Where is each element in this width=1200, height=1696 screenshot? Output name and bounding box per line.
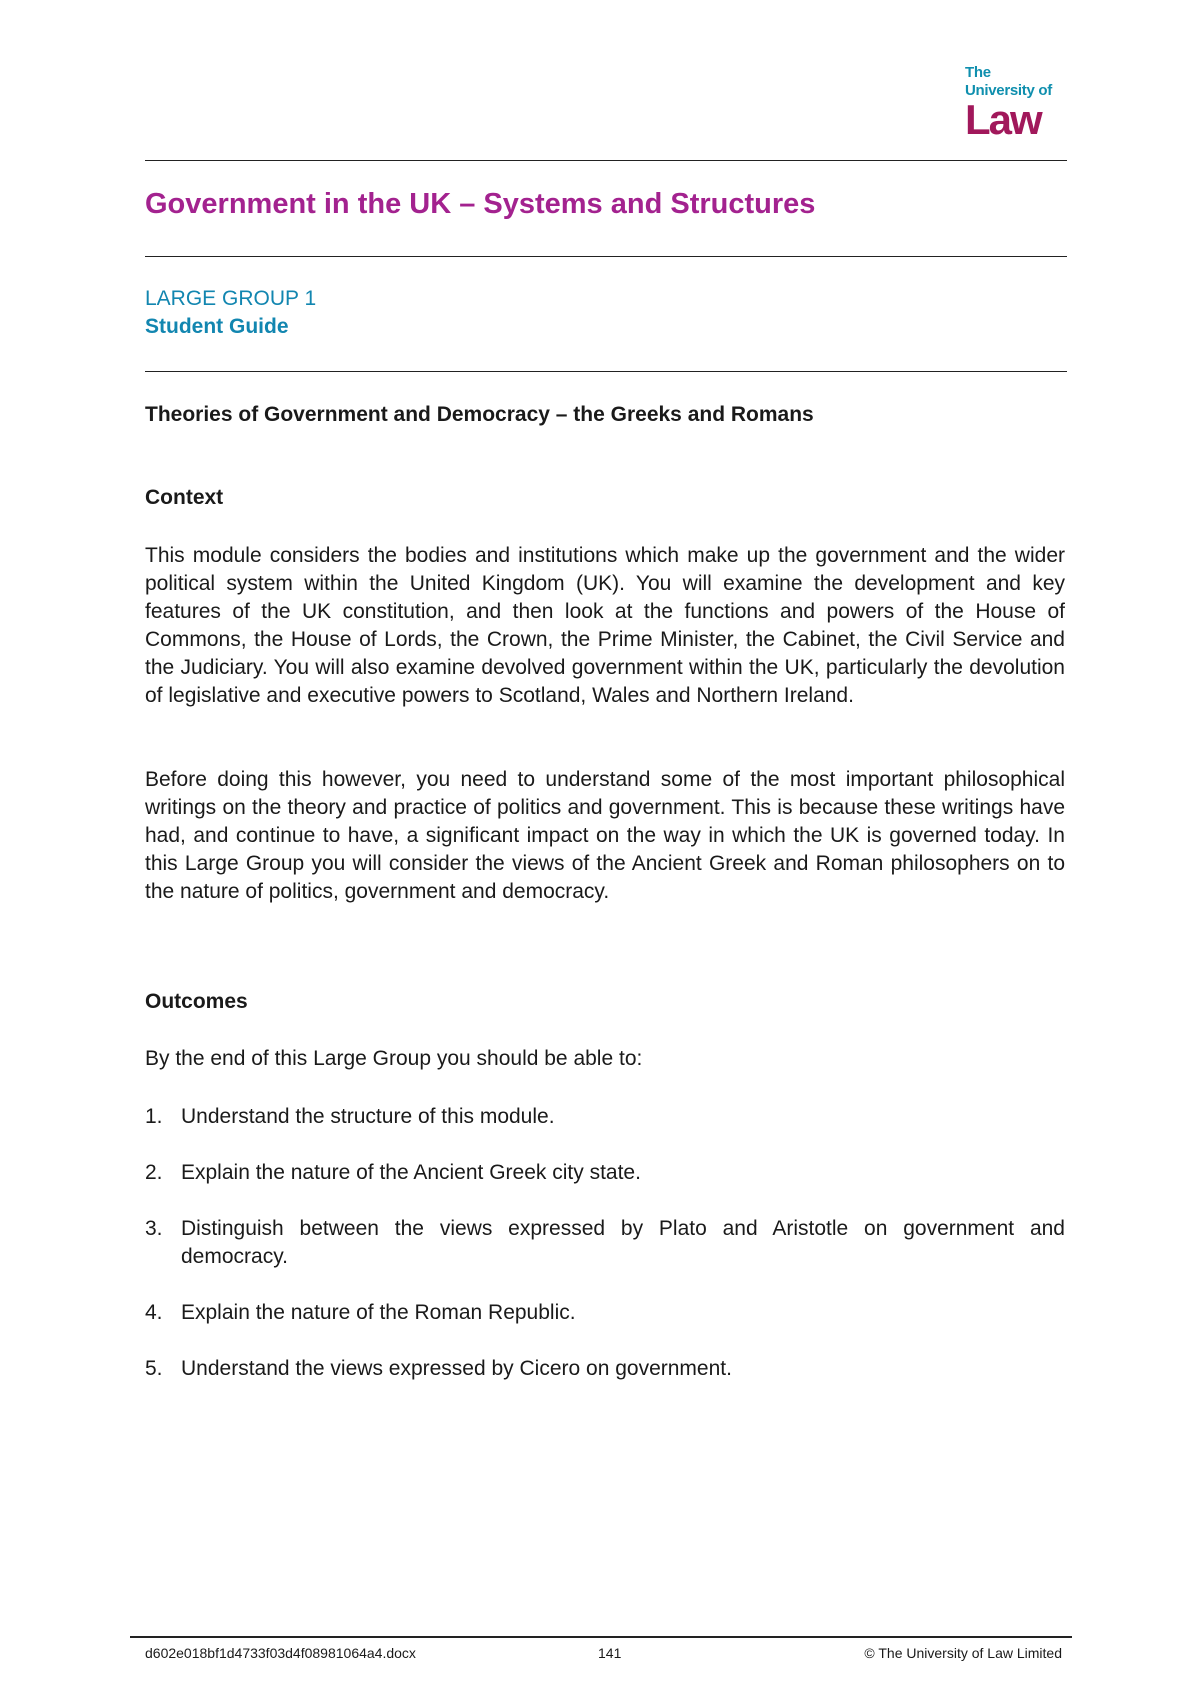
footer-copyright: © The University of Law Limited	[864, 1645, 1062, 1661]
section-divider	[145, 371, 1067, 372]
footer-divider	[130, 1636, 1072, 1638]
outcome-item-2	[145, 1159, 1065, 1187]
outcome-item-1	[145, 1103, 1065, 1131]
outcome-item-4	[145, 1299, 1065, 1327]
outcome-item-3	[145, 1215, 1065, 1271]
outcome-number: 4.	[145, 1301, 163, 1324]
outcomes-intro: By the end of this Large Group you should be able to:	[145, 1047, 643, 1070]
title-divider	[145, 256, 1067, 257]
logo-line-1: The	[965, 64, 991, 81]
context-paragraph-2: Before doing this however, you need to understand some of the most important philosophical writings on the theory and practice of politics and government. This is because these writings have had, and continue to have, a significant impact on the way in which the UK is governed today. In this Large Group you will consider the views of the Ancient Greek and Roman philosophers on to the nature of politics, government and democracy.	[145, 768, 1065, 903]
logo-line-2: University of	[965, 82, 1052, 99]
outcome-text: Understand the views expressed by Cicero on government.	[181, 1357, 732, 1380]
outcome-text: Explain the nature of the Ancient Greek city state.	[181, 1161, 641, 1184]
context-paragraph-1: This module considers the bodies and institutions which make up the government and the wider political system within the United Kingdom (UK). You will examine the development and key features of the UK constitution, and then look at the functions and powers of the House of Commons, the House of Lords, the Crown, the Prime Minister, the Cabinet, the Civil Service and the Judiciary. You will also examine devolved government within the UK, particularly the devolution of legislative and executive powers to Scotland, Wales and Northern Ireland.	[145, 544, 1065, 707]
outcome-number: 5.	[145, 1357, 163, 1380]
university-logo	[965, 64, 1075, 148]
document-title: Government in the UK – Systems and Structures	[145, 188, 816, 220]
outcome-number: 3.	[145, 1217, 163, 1240]
outcome-item-5	[145, 1355, 1065, 1383]
context-heading: Context	[145, 486, 224, 509]
footer-filename: d602e018bf1d4733f03d4f08981064a4.docx	[145, 1645, 416, 1661]
outcome-text: Explain the nature of the Roman Republic.	[181, 1301, 576, 1324]
header-divider	[145, 160, 1067, 161]
document-subtitle: Theories of Government and Democracy – the Greeks and Romans	[145, 403, 814, 426]
outcomes-heading: Outcomes	[145, 990, 248, 1013]
large-group-label: LARGE GROUP 1	[145, 287, 317, 310]
outcome-text: Understand the structure of this module.	[181, 1105, 555, 1128]
outcome-number: 1.	[145, 1105, 163, 1128]
outcomes-list	[145, 1103, 1065, 1411]
footer-page-number: 141	[598, 1645, 622, 1661]
logo-line-3: Law	[965, 96, 1041, 143]
outcome-text: Distinguish between the views expressed by Plato and Aristotle on government and democracy.	[181, 1217, 1065, 1268]
student-guide-label: Student Guide	[145, 315, 289, 338]
outcome-number: 2.	[145, 1161, 163, 1184]
